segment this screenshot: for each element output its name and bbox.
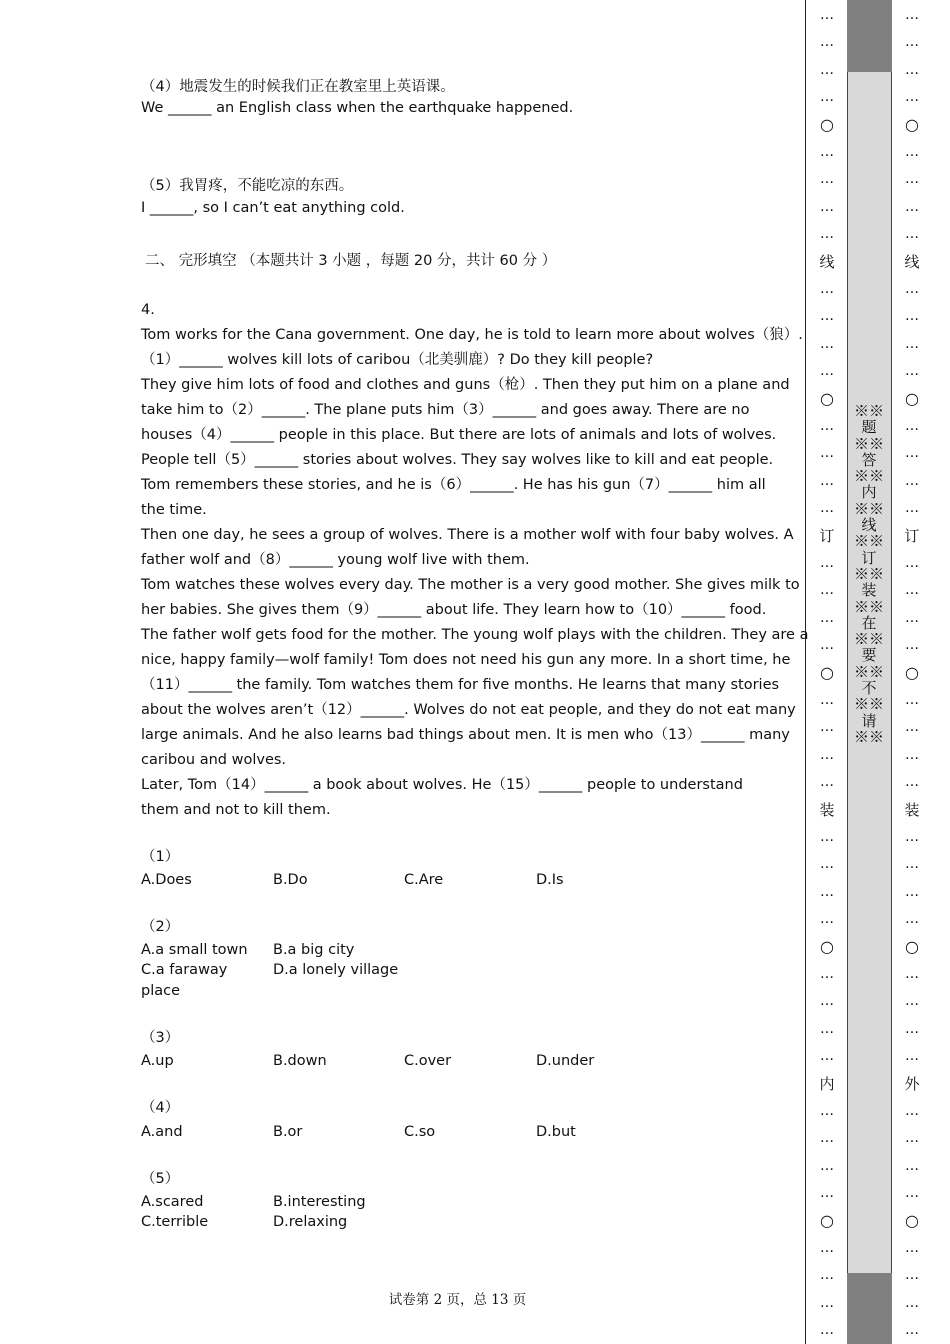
- page-footer: 试卷第 2 页，总 13 页: [388, 1292, 527, 1308]
- binding-label-left: 订: [819, 526, 835, 545]
- binding-dots: …: [820, 993, 834, 1010]
- binding-label-right: 线: [904, 252, 920, 271]
- binding-dots: …: [905, 1267, 919, 1284]
- binding-label-left: 线: [819, 252, 835, 271]
- binding-dots: …: [905, 1130, 919, 1147]
- option-d[interactable]: D.under: [536, 1053, 595, 1069]
- passage-line: Tom remembers these stories, and he is（6）______. He has his gun（7）______ him all: [141, 477, 766, 493]
- option-a[interactable]: A.and: [141, 1124, 183, 1140]
- option-a[interactable]: A.up: [141, 1053, 174, 1069]
- binding-column-right: [891, 0, 933, 1344]
- binding-circle: ○: [820, 662, 834, 682]
- binding-dots: …: [820, 171, 834, 188]
- binding-dots: …: [820, 1130, 834, 1147]
- binding-dots: …: [905, 746, 919, 763]
- option-d[interactable]: D.Is: [536, 872, 564, 888]
- binding-dots: …: [820, 746, 834, 763]
- binding-dots: …: [905, 993, 919, 1010]
- option-a[interactable]: A.a small town: [141, 942, 248, 958]
- passage-line: her babies. She gives them（9）______ about life. They learn how to（10）______ food.: [141, 602, 767, 618]
- passage-line: large animals. And he also learns bad things about men. It is men who（13）______ many: [141, 727, 790, 743]
- binding-circle: ○: [820, 936, 834, 956]
- binding-dark-top: [847, 0, 892, 72]
- binding-dots: …: [820, 198, 834, 215]
- question-2: [141, 917, 741, 1002]
- passage-line: The father wolf gets food for the mother. The young wolf plays with the children. They are a: [141, 627, 809, 643]
- question-label: （4）: [141, 1100, 180, 1116]
- binding-circle: ○: [905, 388, 919, 408]
- binding-dots: …: [905, 198, 919, 215]
- binding-dots: …: [905, 1048, 919, 1065]
- passage-line: Later, Tom（14）______ a book about wolves. He（15）______ people to understand: [141, 777, 743, 793]
- option-c[interactable]: C.Are: [404, 872, 444, 888]
- binding-dots: …: [905, 1103, 919, 1119]
- cloze-passage: [141, 298, 809, 823]
- binding-circle: ○: [905, 114, 919, 134]
- binding-dots: …: [820, 500, 834, 517]
- option-b[interactable]: B.Do: [273, 872, 308, 888]
- binding-dots: …: [820, 1157, 834, 1174]
- binding-dots: …: [905, 883, 919, 900]
- q5-chinese: （5）我胃疼，不能吃凉的东西。: [141, 178, 354, 194]
- binding-column-left: [805, 0, 848, 1344]
- passage-line: Tom works for the Cana government. One day, he is told to learn more about wolves（狼）.: [141, 327, 803, 343]
- binding-dots: …: [820, 335, 834, 352]
- option-c[interactable]: C.a faraway place: [141, 962, 228, 999]
- option-d[interactable]: D.but: [536, 1124, 576, 1140]
- passage-line: They give him lots of food and clothes and guns（枪）. Then they put him on a plane and: [141, 377, 790, 393]
- binding-dots: …: [905, 171, 919, 188]
- binding-dots: …: [905, 281, 919, 297]
- binding-dots: …: [905, 692, 919, 708]
- binding-dots: …: [820, 1048, 834, 1065]
- binding-label-right: 装: [904, 800, 920, 819]
- binding-dots: …: [820, 719, 834, 736]
- option-b[interactable]: B.down: [273, 1053, 327, 1069]
- option-a[interactable]: A.scared: [141, 1194, 204, 1210]
- binding-dots: …: [905, 1240, 919, 1256]
- passage-line: Then one day, he sees a group of wolves. There is a mother wolf with four baby wolves. A: [141, 527, 794, 543]
- binding-dots: …: [820, 445, 834, 462]
- binding-dots: …: [905, 582, 919, 599]
- binding-dots: …: [820, 226, 834, 243]
- binding-dots: …: [905, 1020, 919, 1037]
- passage-line: nice, happy family—wolf family! Tom does not need his gun any more. In a short time, he: [141, 652, 791, 668]
- binding-circle: ○: [820, 1210, 834, 1230]
- section-heading: 二、 完形填空 （本题共计 3 小题 ，每题 20 分，共计 60 分 ）: [145, 253, 557, 269]
- binding-dots: …: [905, 911, 919, 928]
- passage-line: Tom watches these wolves every day. The mother is a very good mother. She gives milk to: [141, 577, 800, 593]
- passage-line: houses（4）______ people in this place. But there are lots of animals and lots of wolves.: [141, 427, 777, 443]
- binding-dots: …: [905, 1157, 919, 1174]
- binding-dots: …: [820, 1294, 834, 1311]
- passage-line: （1）______ wolves kill lots of caribou（北美驯鹿）? Do they kill people?: [141, 352, 654, 368]
- passage-line: caribou and wolves.: [141, 752, 287, 768]
- binding-dots: …: [820, 363, 834, 380]
- binding-dots: …: [905, 1322, 919, 1339]
- passage-line: about the wolves aren’t（12）______. Wolves do not eat people, and they do not eat many: [141, 702, 796, 718]
- option-d[interactable]: D.relaxing: [273, 1214, 348, 1230]
- binding-dots: …: [905, 774, 919, 791]
- binding-dots: …: [820, 1267, 834, 1284]
- binding-dots: …: [820, 61, 834, 78]
- binding-dots: …: [820, 856, 834, 873]
- question-3: [141, 1028, 741, 1078]
- binding-dots: …: [820, 774, 834, 791]
- binding-dots: …: [820, 883, 834, 900]
- option-b[interactable]: B.a big city: [273, 942, 355, 958]
- q5-english: I ______, so I can’t eat anything cold.: [141, 200, 405, 216]
- binding-dark-bottom: [847, 1273, 892, 1344]
- binding-dots: …: [905, 555, 919, 571]
- option-d[interactable]: D.a lonely village: [273, 962, 399, 978]
- binding-dots: …: [820, 692, 834, 708]
- question-1: [141, 847, 741, 897]
- binding-dots: …: [905, 308, 919, 325]
- binding-dots: …: [905, 144, 919, 160]
- question-label: （5）: [141, 1171, 180, 1187]
- binding-dots: …: [820, 34, 834, 51]
- binding-dots: …: [820, 144, 834, 160]
- binding-dots: …: [905, 445, 919, 462]
- binding-dots: …: [905, 89, 919, 106]
- option-a[interactable]: A.Does: [141, 872, 192, 888]
- binding-dots: …: [905, 637, 919, 654]
- passage-line: them and not to kill them.: [141, 802, 331, 818]
- passage-line: take him to（2）______. The plane puts him（3）______ and goes away. There are no: [141, 402, 750, 418]
- binding-dots: …: [905, 363, 919, 380]
- binding-dots: …: [820, 609, 834, 626]
- question-4: [141, 1098, 741, 1148]
- binding-label-right: 订: [904, 526, 920, 545]
- binding-dots: …: [905, 609, 919, 626]
- passage-line: the time.: [141, 502, 207, 518]
- binding-dots: …: [905, 61, 919, 78]
- binding-dots: …: [820, 582, 834, 599]
- binding-dots: …: [820, 1185, 834, 1202]
- binding-dots: …: [820, 418, 834, 434]
- passage-line: father wolf and（8）______ young wolf live with them.: [141, 552, 530, 568]
- binding-dots: …: [905, 226, 919, 243]
- binding-warning-text: ※※题※※答※※内※※线※※订※※装※※在※※要※※不※※请※※: [853, 402, 884, 746]
- option-b[interactable]: B.or: [273, 1124, 303, 1140]
- binding-dots: …: [820, 1103, 834, 1119]
- question-label: （1）: [141, 849, 180, 865]
- binding-dots: …: [905, 719, 919, 736]
- question-number: 4.: [141, 302, 155, 318]
- binding-dots: …: [820, 966, 834, 982]
- binding-dots: …: [820, 1322, 834, 1339]
- binding-label-left: 内: [819, 1074, 835, 1093]
- question-label: （3）: [141, 1030, 180, 1046]
- binding-dots: …: [820, 308, 834, 325]
- passage-line: （11）______ the family. Tom watches them for five months. He learns that many stories: [141, 677, 780, 693]
- binding-dots: …: [820, 911, 834, 928]
- binding-dots: …: [820, 281, 834, 297]
- binding-circle: ○: [905, 662, 919, 682]
- binding-dots: …: [905, 1185, 919, 1202]
- binding-dots: …: [905, 335, 919, 352]
- binding-dots: …: [905, 418, 919, 434]
- binding-dots: …: [820, 637, 834, 654]
- option-b[interactable]: B.interesting: [273, 1194, 366, 1210]
- option-c[interactable]: C.over: [404, 1053, 452, 1069]
- question-label: （2）: [141, 919, 180, 935]
- binding-dots: …: [820, 1020, 834, 1037]
- option-c[interactable]: C.terrible: [141, 1214, 209, 1230]
- passage-line: People tell（5）______ stories about wolves. They say wolves like to kill and eat people.: [141, 452, 774, 468]
- binding-dots: …: [820, 829, 834, 845]
- binding-dots: …: [905, 966, 919, 982]
- binding-circle: ○: [820, 388, 834, 408]
- binding-label-right: 外: [904, 1074, 920, 1093]
- binding-label-left: 装: [819, 800, 835, 819]
- binding-dots: …: [905, 7, 919, 23]
- binding-dots: …: [820, 1240, 834, 1256]
- option-c[interactable]: C.so: [404, 1124, 436, 1140]
- binding-dots: …: [905, 472, 919, 489]
- binding-dots: …: [820, 7, 834, 23]
- binding-circle: ○: [820, 114, 834, 134]
- q4-english: We ______ an English class when the earthquake happened.: [141, 100, 574, 116]
- question-5: [141, 1169, 741, 1239]
- binding-dots: …: [905, 1294, 919, 1311]
- binding-dots: …: [820, 472, 834, 489]
- binding-dots: …: [905, 500, 919, 517]
- q4-chinese: （4）地震发生的时候我们正在教室里上英语课。: [141, 79, 455, 95]
- binding-dots: …: [820, 89, 834, 106]
- binding-dots: …: [905, 856, 919, 873]
- binding-circle: ○: [905, 936, 919, 956]
- binding-dots: …: [905, 34, 919, 51]
- binding-dots: …: [820, 555, 834, 571]
- binding-circle: ○: [905, 1210, 919, 1230]
- binding-dots: …: [905, 829, 919, 845]
